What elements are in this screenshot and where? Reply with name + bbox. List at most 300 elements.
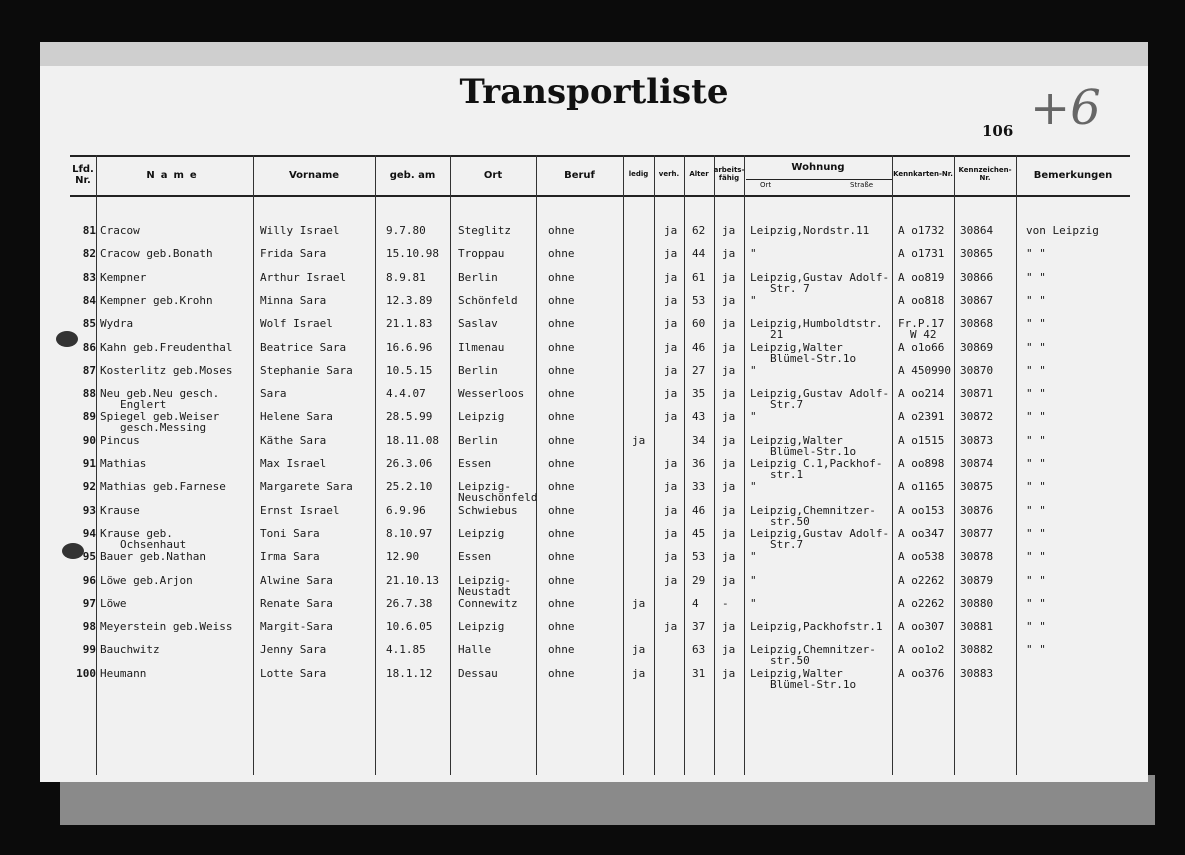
- ink-blot: [62, 543, 84, 559]
- row-ort: Essen: [458, 550, 492, 564]
- row-arbeitsfaehig: ja: [722, 433, 736, 447]
- row-kennzeichen: 30864: [960, 224, 994, 237]
- row-verh: ja: [664, 573, 678, 587]
- row-kennkarte: A oo538: [898, 550, 945, 564]
- table-row: [70, 243, 1130, 265]
- ink-blot: [56, 331, 78, 347]
- row-wohnung: Leipzig,Packhofstr.1: [750, 620, 883, 634]
- row-verh: ja: [664, 340, 678, 354]
- row-wohnung-continued: 21: [770, 328, 784, 342]
- row-verh: ja: [664, 410, 678, 424]
- row-ledig: ja: [632, 433, 646, 447]
- row-arbeitsfaehig: ja: [722, 573, 736, 587]
- row-vorname: Wolf Israel: [260, 317, 333, 331]
- row-name-continued: Ochsenhaut: [120, 537, 187, 551]
- row-alter: 53: [692, 293, 706, 307]
- header-arbeitsfaehig: arbeits-fähig: [713, 166, 745, 182]
- row-bemerkung: " ": [1026, 596, 1046, 610]
- row-bemerkung: " ": [1026, 643, 1046, 657]
- row-kennkarte: A 450990: [898, 363, 951, 377]
- row-verh: ja: [664, 293, 678, 307]
- row-birthdate: 26.7.38: [386, 596, 433, 610]
- table-row: [70, 476, 1130, 505]
- row-wohnung-continued: Str.7: [770, 398, 804, 412]
- row-ort: Berlin: [458, 363, 498, 377]
- row-arbeitsfaehig: ja: [722, 270, 736, 284]
- row-bemerkung: von Leipzig: [1026, 224, 1099, 237]
- row-name: Cracow geb.Bonath: [100, 247, 213, 261]
- table-row: [70, 220, 1130, 242]
- row-wohnung: ": [750, 410, 757, 424]
- row-name: Mathias: [100, 457, 147, 470]
- header-verh: verh.: [658, 170, 680, 179]
- row-kennkarte: A oo1o2: [898, 643, 945, 657]
- row-kennzeichen: 30881: [960, 620, 994, 634]
- row-kennkarte: A oo347: [898, 526, 945, 540]
- row-kennkarte: A o1732: [898, 224, 945, 237]
- row-wohnung: ": [750, 363, 757, 377]
- row-ort: Schwiebus: [458, 503, 518, 517]
- row-verh: ja: [664, 247, 678, 261]
- row-verh: ja: [664, 363, 678, 377]
- row-kennkarte: A o2262: [898, 573, 945, 587]
- row-kennzeichen: 30870: [960, 363, 994, 377]
- row-alter: 34: [692, 433, 706, 447]
- row-ort: Leipzig: [458, 620, 505, 634]
- row-birthdate: 10.5.15: [386, 363, 433, 377]
- row-beruf: ohne: [548, 247, 575, 261]
- header-kennkarten: Kennkarten-Nr.: [893, 170, 953, 179]
- row-birthdate: 9.7.80: [386, 224, 426, 237]
- film-border: [60, 775, 1155, 825]
- row-name: Kempner: [100, 270, 147, 284]
- row-wohnung: Leipzig,Walter: [750, 666, 843, 680]
- header-name: Name: [146, 169, 203, 181]
- row-number: 99: [82, 643, 96, 657]
- header-lfd-nr: Lfd. Nr.: [72, 164, 94, 186]
- row-alter: 4: [692, 596, 699, 610]
- row-verh: ja: [664, 224, 678, 237]
- row-beruf: ohne: [548, 457, 575, 470]
- row-birthdate: 18.11.08: [386, 433, 439, 447]
- row-name: Kahn geb.Freudenthal: [100, 340, 233, 354]
- row-beruf: ohne: [548, 410, 575, 424]
- row-bemerkung: " ": [1026, 340, 1046, 354]
- row-kennzeichen: 30869: [960, 340, 994, 354]
- row-name: Kempner geb.Krohn: [100, 293, 213, 307]
- row-bemerkung: " ": [1026, 550, 1046, 564]
- row-number: 95: [82, 550, 96, 564]
- row-vorname: Käthe Sara: [260, 433, 327, 447]
- row-arbeitsfaehig: ja: [722, 387, 736, 401]
- header-geb-am: geb. am: [389, 169, 436, 181]
- row-vorname: Jenny Sara: [260, 643, 327, 657]
- row-verh: ja: [664, 503, 678, 517]
- row-ort: Ilmenau: [458, 340, 505, 354]
- row-name: Mathias geb.Farnese: [100, 480, 226, 494]
- row-vorname: Lotte Sara: [260, 666, 327, 680]
- row-wohnung-continued: str.50: [770, 654, 810, 668]
- row-beruf: ohne: [548, 526, 575, 540]
- row-vorname: Minna Sara: [260, 293, 327, 307]
- row-name: Bauchwitz: [100, 643, 160, 657]
- row-alter: 29: [692, 573, 706, 587]
- row-number: 92: [82, 480, 96, 494]
- row-arbeitsfaehig: ja: [722, 224, 736, 237]
- row-number: 96: [82, 573, 96, 587]
- row-ort: Leipzig-: [458, 480, 511, 494]
- row-kennzeichen: 30873: [960, 433, 994, 447]
- row-bemerkung: " ": [1026, 526, 1046, 540]
- row-kennzeichen: 30867: [960, 293, 994, 307]
- row-vorname: Frida Sara: [260, 247, 327, 261]
- header-alter: Alter: [689, 170, 709, 179]
- row-beruf: ohne: [548, 363, 575, 377]
- row-wohnung: Leipzig,Gustav Adolf-: [750, 387, 890, 401]
- row-ort: Essen: [458, 457, 492, 470]
- row-birthdate: 8.9.81: [386, 270, 426, 284]
- row-name: Meyerstein geb.Weiss: [100, 620, 233, 634]
- row-wohnung: Leipzig,Gustav Adolf-: [750, 526, 890, 540]
- row-vorname: Stephanie Sara: [260, 363, 353, 377]
- row-ort: Connewitz: [458, 596, 518, 610]
- row-arbeitsfaehig: ja: [722, 317, 736, 331]
- row-vorname: Toni Sara: [260, 526, 320, 540]
- row-arbeitsfaehig: -: [722, 596, 729, 610]
- row-name-continued: Englert: [120, 398, 167, 412]
- row-arbeitsfaehig: ja: [722, 247, 736, 261]
- table-row: [70, 639, 1130, 668]
- row-wohnung: ": [750, 480, 757, 494]
- row-wohnung: Leipzig,Nordstr.11: [750, 224, 870, 237]
- row-ort-continued: Neuschönfeld: [458, 491, 538, 505]
- row-vorname: Max Israel: [260, 457, 327, 470]
- row-verh: ja: [664, 526, 678, 540]
- row-arbeitsfaehig: ja: [722, 293, 736, 307]
- row-birthdate: 28.5.99: [386, 410, 433, 424]
- row-kennkarte: A o1165: [898, 480, 945, 494]
- row-bemerkung: " ": [1026, 317, 1046, 331]
- row-kennkarte: A o1731: [898, 247, 945, 261]
- header-wohnung-ort: Ort: [760, 181, 772, 189]
- row-bemerkung: " ": [1026, 247, 1046, 261]
- row-number: 89: [82, 410, 96, 424]
- row-birthdate: 26.3.06: [386, 457, 433, 470]
- row-kennzeichen: 30877: [960, 526, 994, 540]
- page-top-band: [40, 42, 1148, 66]
- row-beruf: ohne: [548, 387, 575, 401]
- row-vorname: Margit-Sara: [260, 620, 333, 634]
- row-beruf: ohne: [548, 573, 575, 587]
- row-birthdate: 12.3.89: [386, 293, 433, 307]
- row-name: Löwe geb.Arjon: [100, 573, 193, 587]
- row-vorname: Sara: [260, 387, 287, 401]
- row-arbeitsfaehig: ja: [722, 480, 736, 494]
- row-name: Krause: [100, 503, 140, 517]
- row-vorname: Irma Sara: [260, 550, 320, 564]
- row-beruf: ohne: [548, 550, 575, 564]
- row-beruf: ohne: [548, 480, 575, 494]
- row-beruf: ohne: [548, 340, 575, 354]
- row-kennzeichen: 30874: [960, 457, 994, 470]
- row-kennkarte: A o1o66: [898, 340, 945, 354]
- row-kennkarte: Fr.P.17: [898, 317, 945, 331]
- row-kennkarte: A oo214: [898, 387, 945, 401]
- row-birthdate: 10.6.05: [386, 620, 433, 634]
- row-beruf: ohne: [548, 270, 575, 284]
- table-row: [70, 453, 1130, 481]
- row-verh: ja: [664, 620, 678, 634]
- row-wohnung: Leipzig,Gustav Adolf-: [750, 270, 890, 284]
- row-number: 91: [82, 457, 96, 470]
- row-alter: 46: [692, 340, 706, 354]
- header-kennzeichen: Kennzeichen-Nr.: [958, 166, 1012, 182]
- row-vorname: Helene Sara: [260, 410, 333, 424]
- row-verh: ja: [664, 270, 678, 284]
- row-bemerkung: " ": [1026, 573, 1046, 587]
- table-row: [70, 616, 1130, 638]
- row-kennzeichen: 30883: [960, 666, 994, 680]
- row-ort: Leipzig-: [458, 573, 511, 587]
- row-kennzeichen: 30880: [960, 596, 994, 610]
- row-arbeitsfaehig: ja: [722, 363, 736, 377]
- table-row: [70, 570, 1130, 598]
- row-number: 98: [82, 620, 96, 634]
- row-name: Wydra: [100, 317, 134, 331]
- row-birthdate: 4.4.07: [386, 387, 426, 401]
- row-name: Spiegel geb.Weiser: [100, 410, 220, 424]
- table-row: [70, 406, 1130, 435]
- row-kennkarte: A o2391: [898, 410, 945, 424]
- row-ort-continued: Neustadt: [458, 584, 511, 598]
- row-arbeitsfaehig: ja: [722, 410, 736, 424]
- row-kennkarte: A oo376: [898, 666, 945, 680]
- row-alter: 43: [692, 410, 706, 424]
- row-birthdate: 21.10.13: [386, 573, 439, 587]
- row-alter: 61: [692, 270, 706, 284]
- row-wohnung: Leipzig,Chemnitzer-: [750, 643, 876, 657]
- row-kennkarte: A oo153: [898, 503, 945, 517]
- row-alter: 27: [692, 363, 706, 377]
- row-ort: Dessau: [458, 666, 498, 680]
- row-alter: 53: [692, 550, 706, 564]
- header-vorname: Vorname: [288, 169, 340, 181]
- row-wohnung: Leipzig,Chemnitzer-: [750, 503, 876, 517]
- row-ort: Steglitz: [458, 224, 511, 237]
- row-number: 83: [82, 270, 96, 284]
- row-birthdate: 6.9.96: [386, 503, 426, 517]
- table-row: [70, 337, 1130, 365]
- row-bemerkung: " ": [1026, 480, 1046, 494]
- row-name: Kosterlitz geb.Moses: [100, 363, 233, 377]
- row-number: 87: [82, 363, 96, 377]
- row-bemerkung: " ": [1026, 503, 1046, 517]
- row-beruf: ohne: [548, 293, 575, 307]
- row-wohnung-continued: Str.7: [770, 537, 804, 551]
- row-kennkarte-continued: W 42: [910, 328, 937, 342]
- row-kennzeichen: 30871: [960, 387, 994, 401]
- row-kennzeichen: 30865: [960, 247, 994, 261]
- row-wohnung-continued: Blümel-Str.1o: [770, 677, 857, 691]
- row-number: 88: [82, 387, 96, 401]
- row-number: 82: [82, 247, 96, 261]
- row-verh: ja: [664, 550, 678, 564]
- row-birthdate: 21.1.83: [386, 317, 433, 331]
- table-row: [70, 663, 1130, 691]
- row-wohnung-continued: Str. 7: [770, 281, 810, 295]
- header-rule: [70, 195, 1130, 197]
- row-alter: 45: [692, 526, 706, 540]
- row-ort: Wesserloos: [458, 387, 525, 401]
- row-ort: Troppau: [458, 247, 505, 261]
- header-ledig: ledig: [628, 170, 649, 179]
- row-beruf: ohne: [548, 620, 575, 634]
- row-number: 94: [82, 526, 96, 540]
- row-verh: ja: [664, 480, 678, 494]
- row-arbeitsfaehig: ja: [722, 620, 736, 634]
- row-ledig: ja: [632, 596, 646, 610]
- header-wohnung: Wohnung: [791, 161, 845, 173]
- row-wohnung-continued: str.50: [770, 514, 810, 528]
- row-bemerkung: " ": [1026, 433, 1046, 447]
- table-row: [70, 313, 1130, 342]
- row-verh: ja: [664, 387, 678, 401]
- table-row: [70, 267, 1130, 295]
- row-name: Neu geb.Neu gesch.: [100, 387, 220, 401]
- row-arbeitsfaehig: ja: [722, 503, 736, 517]
- row-wohnung-continued: Blümel-Str.1o: [770, 444, 857, 458]
- row-beruf: ohne: [548, 224, 575, 237]
- row-wohnung: Leipzig,Humboldtstr.: [750, 317, 883, 331]
- row-kennkarte: A o1515: [898, 433, 945, 447]
- row-birthdate: 4.1.85: [386, 643, 426, 657]
- row-kennkarte: A oo898: [898, 457, 945, 470]
- row-vorname: Margarete Sara: [260, 480, 353, 494]
- row-verh: ja: [664, 457, 678, 470]
- transport-table: [70, 155, 1130, 775]
- row-wohnung: Leipzig C.1,Packhof-: [750, 457, 883, 470]
- row-bemerkung: " ": [1026, 293, 1046, 307]
- row-wohnung: ": [750, 293, 757, 307]
- row-vorname: Ernst Israel: [260, 503, 340, 517]
- row-kennzeichen: 30872: [960, 410, 994, 424]
- table-row: [70, 593, 1130, 615]
- row-beruf: ohne: [548, 666, 575, 680]
- header-bemerkungen: Bemerkungen: [1033, 169, 1113, 181]
- row-kennkarte: A o2262: [898, 596, 945, 610]
- row-kennkarte: A oo819: [898, 270, 945, 284]
- row-kennkarte: A oo307: [898, 620, 945, 634]
- header-wohnung-strasse: Straße: [850, 181, 874, 189]
- row-arbeitsfaehig: ja: [722, 666, 736, 680]
- handwritten-annotation: +6: [1030, 80, 1101, 136]
- table-row: [70, 290, 1130, 312]
- row-alter: 46: [692, 503, 706, 517]
- row-number: 86: [82, 340, 96, 354]
- row-number: 90: [82, 433, 96, 447]
- table-row: [70, 383, 1130, 412]
- row-bemerkung: " ": [1026, 410, 1046, 424]
- row-verh: ja: [664, 317, 678, 331]
- header-ort: Ort: [483, 169, 503, 181]
- row-ort: Schönfeld: [458, 293, 518, 307]
- row-vorname: Renate Sara: [260, 596, 333, 610]
- row-beruf: ohne: [548, 643, 575, 657]
- row-kennzeichen: 30878: [960, 550, 994, 564]
- row-number: 81: [82, 224, 96, 237]
- row-name: Bauer geb.Nathan: [100, 550, 206, 564]
- row-arbeitsfaehig: ja: [722, 340, 736, 354]
- row-alter: 35: [692, 387, 706, 401]
- table-row: [70, 430, 1130, 458]
- row-ort: Berlin: [458, 433, 498, 447]
- table-row: [70, 546, 1130, 568]
- row-arbeitsfaehig: ja: [722, 550, 736, 564]
- row-wohnung-continued: str.1: [770, 468, 804, 481]
- row-kennzeichen: 30879: [960, 573, 994, 587]
- row-ort: Leipzig: [458, 526, 505, 540]
- row-wohnung: ": [750, 596, 757, 610]
- row-beruf: ohne: [548, 433, 575, 447]
- table-row: [70, 360, 1130, 382]
- row-alter: 60: [692, 317, 706, 331]
- table-row: [70, 500, 1130, 528]
- table-row: [70, 523, 1130, 551]
- row-alter: 62: [692, 224, 706, 237]
- header-beruf: Beruf: [564, 169, 595, 181]
- row-vorname: Arthur Israel: [260, 270, 347, 284]
- row-wohnung: ": [750, 573, 757, 587]
- row-ledig: ja: [632, 666, 646, 680]
- row-kennzeichen: 30868: [960, 317, 994, 331]
- row-birthdate: 25.2.10: [386, 480, 433, 494]
- row-kennzeichen: 30882: [960, 643, 994, 657]
- row-name: Krause geb.: [100, 526, 173, 540]
- row-wohnung: ": [750, 550, 757, 564]
- row-kennzeichen: 30875: [960, 480, 994, 494]
- row-bemerkung: " ": [1026, 457, 1046, 470]
- row-wohnung: ": [750, 247, 757, 261]
- row-ledig: ja: [632, 643, 646, 657]
- row-birthdate: 15.10.98: [386, 247, 439, 261]
- row-number: 93: [82, 503, 96, 517]
- page-number: 106: [982, 122, 1014, 140]
- row-ort: Saslav: [458, 317, 498, 331]
- row-birthdate: 12.90: [386, 550, 420, 564]
- row-ort: Leipzig: [458, 410, 505, 424]
- row-ort: Halle: [458, 643, 492, 657]
- row-bemerkung: " ": [1026, 620, 1046, 634]
- row-arbeitsfaehig: ja: [722, 526, 736, 540]
- row-alter: 37: [692, 620, 706, 634]
- row-alter: 36: [692, 457, 706, 470]
- row-bemerkung: " ": [1026, 270, 1046, 284]
- row-vorname: Alwine Sara: [260, 573, 333, 587]
- document-page: [40, 42, 1148, 782]
- row-kennkarte: A oo818: [898, 293, 945, 307]
- row-alter: 31: [692, 666, 706, 680]
- row-arbeitsfaehig: ja: [722, 457, 736, 470]
- row-name: Heumann: [100, 666, 147, 680]
- row-name: Löwe: [100, 596, 127, 610]
- row-alter: 44: [692, 247, 706, 261]
- row-number: 84: [82, 293, 96, 307]
- row-beruf: ohne: [548, 503, 575, 517]
- row-number: 97: [82, 596, 96, 610]
- row-vorname: Willy Israel: [260, 224, 340, 237]
- row-name-continued: gesch.Messing: [120, 421, 207, 435]
- row-name: Cracow: [100, 224, 140, 237]
